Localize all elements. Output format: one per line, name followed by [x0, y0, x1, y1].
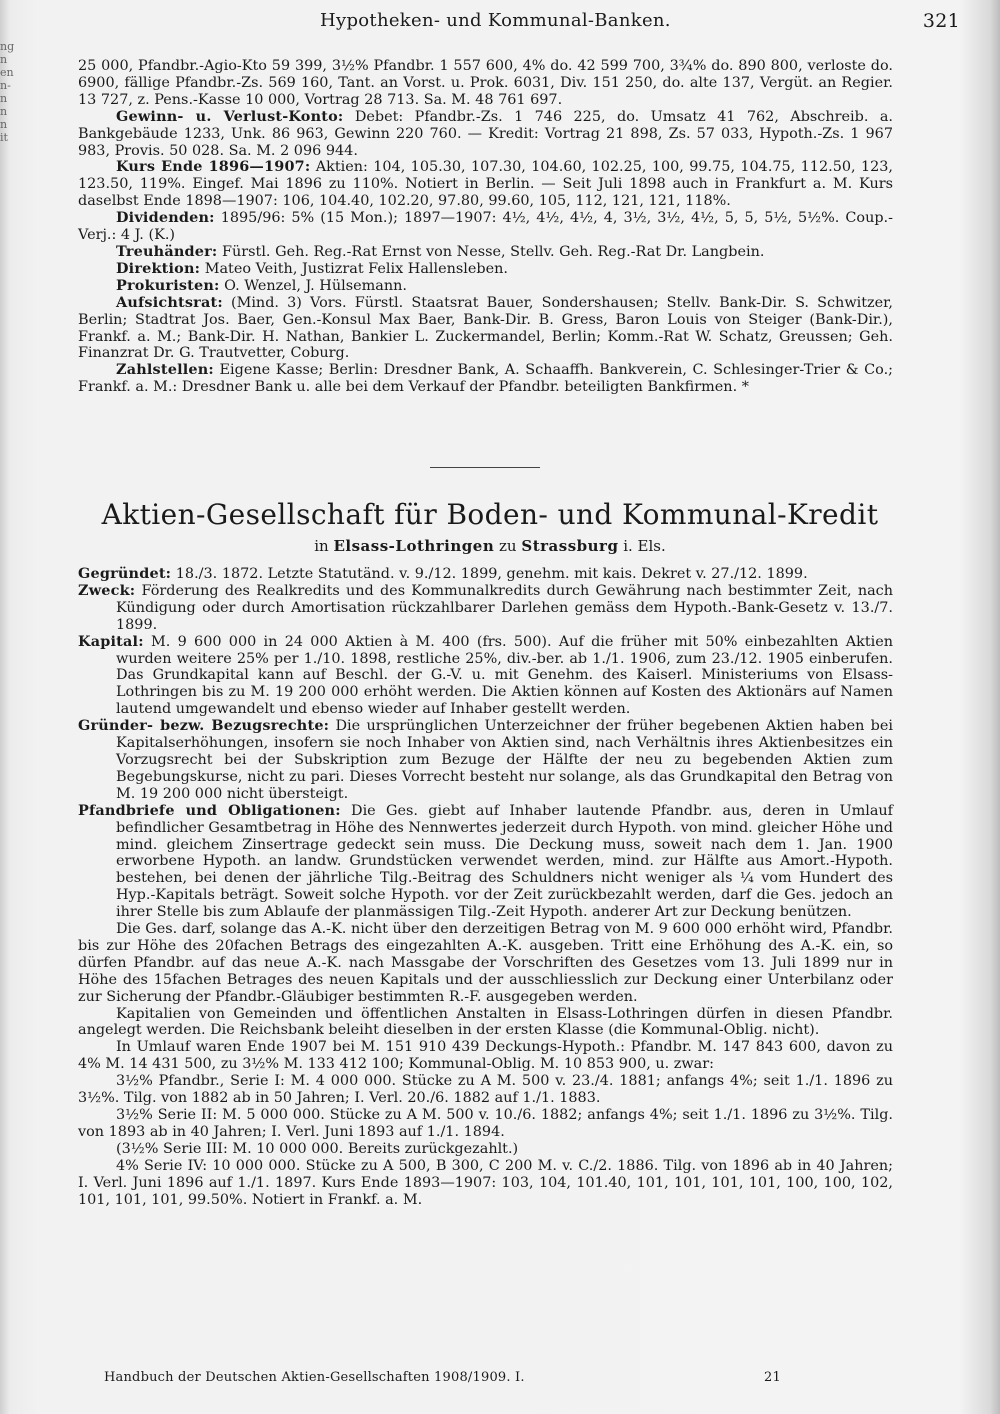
gewinn-paragraph — [78, 109, 893, 160]
umlauf-paragraph: In Umlauf waren Ende 1907 bei M. 151 910 439 Deckungs-Hypoth.: Pfandbr. M. 147 843 600, davon zu 4% M. 14 431 500, zu 3½% M. 133 412 100; Kommunal-Oblig. M. 10 853 900, u. zwar: — [78, 1039, 893, 1073]
company-entry — [78, 566, 893, 1208]
gewinn-label: Gewinn- u. Verlust-Konto: — [116, 107, 344, 125]
kapital-label: Kapital: — [78, 632, 144, 650]
pfandbriefe-paragraph-2: Die Ges. darf, solange das A.-K. nicht über den derzeitigen Betrag von M. 9 600 000 erhöht wird, Pfandbr. bis zur Höhe des 20fachen Betrags des eingezahlten A.-K. ausgeben. Tritt eine Erhöhung des A.-K. ein, so dürfen Pfandbr. auf das neue A.-K. nach Massgabe der Vorschriften des Gesetzes vom 13. Juli 1899 nur in Höhe des 15fachen Betrages des neuen Kapitals und der ausschliesslich zur Deckung einer Unterbilanz oder zur Sicherung der Pfandbr.-Gläubiger bestimmten R.-F. ausgegeben werden. — [78, 921, 893, 1005]
pfandbriefe-paragraph — [78, 803, 893, 921]
prokuristen-label: Prokuristen: — [116, 276, 220, 294]
location-region: Elsass-Lothringen — [333, 537, 495, 555]
zweck-label: Zweck: — [78, 581, 136, 599]
page-footer — [104, 1370, 904, 1385]
aufsichtsrat-label: Aufsichtsrat: — [116, 293, 223, 311]
dividenden-text: 1895/96: 5% (15 Mon.); 1897—1907: 4½, 4½, 4½, 4, 3½, 3½, 4½, 5, 5, 5½, 5½%. Coup.-Verj.: 4 J. (K.) — [78, 210, 893, 244]
direktion-text: Mateo Veith, Justizrat Felix Hallensleben. — [204, 260, 508, 277]
location-mid: zu — [499, 537, 517, 555]
dividenden-paragraph — [78, 210, 893, 244]
treuhaender-paragraph — [78, 244, 893, 261]
prokuristen-paragraph — [78, 278, 893, 295]
previous-entry — [78, 58, 893, 396]
gruender-label: Gründer- bezw. Bezugsrechte: — [78, 717, 330, 735]
company-location — [0, 537, 980, 555]
serie-1-paragraph: 3½% Pfandbr., Serie I: M. 4 000 000. Stücke zu A M. 500 v. 23./4. 1881; anfangs 4%; seit 1./1. 1896 zu 3½%. Tilg. von 1882 ab in 50 Jahren; I. Verl. 20./6. 1882 auf 1./1. 1883. — [78, 1073, 893, 1107]
location-city: Strassburg — [521, 537, 619, 555]
zahlstellen-paragraph — [78, 362, 893, 396]
running-header — [70, 10, 960, 36]
margin-fragment: n — [0, 105, 8, 118]
serie-3-paragraph: (3½% Serie III: M. 10 000 000. Bereits zurückgezahlt.) — [116, 1140, 519, 1157]
pfandbriefe-text: Die Ges. giebt auf Inhaber lautende Pfandbr. aus, deren in Umlauf befindlicher Gesamtbetrag in Höhe des Nennwertes jederzeit durch Hypoth. von mind. gleicher Höhe und mind. gleichem Zinsertrage gedeckt sein muss. Die Deckung muss, soweit nach dem 1. Jan. 1900 erworbene Hypoth. an landw. Grundstücken verwendet werden, mind. zur Hälfte aus Amort.-Hypoth. bestehen, bei denen der jährliche Tilg.-Beitrag des Schuldners nicht weniger als ¼ vom Hundert des Hyp.-Kapitals beträgt. Soweit solche Hypoth. vor der Zeit zurückbezahlt werden, darf die Ges. jedoch an ihrer Stelle bis zum Ablaufe der planmässigen Tilg.-Zeit Hypoth. anderer Art zur Deckung benützen. — [116, 802, 893, 921]
kurs-paragraph — [78, 159, 893, 210]
signature-number: 21 — [764, 1370, 781, 1385]
gegruendet-paragraph — [78, 566, 893, 583]
company-title: Aktien-Gesellschaft für Boden- und Kommunal-Kredit — [101, 498, 879, 531]
margin-fragment: n — [0, 92, 8, 105]
pfandbriefe-label: Pfandbriefe und Obligationen: — [78, 801, 341, 819]
gruender-text: Die ursprünglichen Unterzeichner der früher begebenen Aktien haben bei Kapitalserhöhungen, insofern sie noch Inhaber von Aktien sind, nach Verhältnis ihres Aktienbesitzes ein Vorzugsrecht bei der Subskription zum Bezuge der Hälfte der neu zu begebenden Aktien zum Begebungskurse, nicht zu pari. Dieses Vorrecht besteht nur solange, als das Grundkapital den Betrag von M. 19 200 000 nicht übersteigt. — [116, 718, 893, 802]
gegruendet-text: 18./3. 1872. Letzte Statutänd. v. 9./12. 1899, genehm. mit kais. Dekret v. 27./12. 1899. — [175, 566, 808, 582]
gegruendet-label: Gegründet: — [78, 565, 172, 582]
aufsichtsrat-text: (Mind. 3) Vors. Fürstl. Staatsrat Bauer, Sondershausen; Stellv. Bank-Dir. S. Schwitzer, Berlin; Stadtrat Jos. Baer, Gen.-Konsul Max Baer, Bank-Dir. B. Gress, Baron Louis von Steiger (Bank-Dir.), Frankf. a. M.; Bank-Dir. H. Nathan, Bankier L. Zuckermandel, Berlin; Komm.-Rat W. Schatz, Greussen; Geh. Finanzrat Dr. G. Trautvetter, Coburg. — [78, 294, 893, 362]
kapital-paragraph — [78, 634, 893, 719]
header-title: Hypotheken- und Kommunal-Banken. — [320, 10, 671, 31]
treuhaender-text: Fürstl. Geh. Reg.-Rat Ernst von Nesse, Stellv. Geh. Reg.-Rat Dr. Langbein. — [222, 243, 765, 260]
kapital-text: M. 9 600 000 in 24 000 Aktien à M. 400 (frs. 500). Auf die früher mit 50% einbezahlten Aktien wurden weitere 25% per 1./10. 1898, restliche 25%, div.-ber. ab 1./1. 1906, zum 23./12. 1905 einberufen. Das Grundkapital kann auf Beschl. der G.-V. u. mit Genehm. des Kaiserl. Ministeriums von Elsass-Lothringen bis zu M. 19 200 000 erhöht werden. Die Aktien können auf Kosten des Aktionärs auf Namen lautend umgewandelt und ebenso wieder auf Inhaber gestellt werden. — [116, 633, 893, 718]
margin-fragments — [0, 40, 22, 240]
page-number: 321 — [922, 10, 960, 32]
aufsichtsrat-paragraph — [78, 295, 893, 363]
prokuristen-text: O. Wenzel, J. Hülsemann. — [224, 277, 407, 294]
direktion-paragraph — [78, 261, 893, 278]
location-pre: in — [314, 537, 329, 555]
zahlstellen-text: Eigene Kasse; Berlin: Dresdner Bank, A. Schaaffh. Bankverein, C. Schlesinger-Trier & Co.; Frankf. a. M.: Dresdner Bank u. alle bei dem Verkauf der Pfandbr. beteiligten Bankfirmen. * — [78, 362, 893, 396]
margin-fragment: ng — [0, 40, 15, 53]
balance-continuation: 25 000, Pfandbr.-Agio-Kto 59 399, 3½% Pfandbr. 1 557 600, 4% do. 42 599 700, 3¾% do. 890 800, verloste do. 6900, fällige Pfandbr.-Zs. 569 160, Tant. an Vorst. u. Prok. 6031, Div. 151 250, do. alte 137, Vergüt. an Regier. 13 727, z. Pens.-Kasse 10 000, Vortrag 28 713. Sa. M. 48 761 697. — [78, 58, 893, 108]
section-divider — [430, 467, 540, 468]
treuhaender-label: Treuhänder: — [116, 242, 218, 260]
margin-fragment: n — [0, 53, 8, 66]
serie-2-paragraph: 3½% Serie II: M. 5 000 000. Stücke zu A M. 500 v. 10./6. 1882; anfangs 4%; seit 1./1. 1896 zu 3½%. Tilg. von 1893 ab in 40 Jahren; I. Verl. Juni 1893 auf 1./1. 1894. — [78, 1107, 893, 1140]
margin-fragment: n- — [0, 79, 11, 92]
gewinn-text: Debet: Pfandbr.-Zs. 1 746 225, do. Umsatz 41 762, Abschreib. a. Bankgebäude 1233, Unk. 86 963, Gewinn 220 760. — Kredit: Vortrag 21 898, Zs. 57 033, Hypoth.-Zs. 1 967 983, Provis. 50 028. Sa. M. 2 096 944. — [78, 108, 893, 159]
zahlstellen-label: Zahlstellen: — [116, 361, 214, 379]
serie-4-paragraph: 4% Serie IV: 10 000 000. Stücke zu A 500, B 300, C 200 M. v. C./2. 1886. Tilg. von 1896 ab in 40 Jahren; I. Verl. Juni 1896 auf 1./1. 1897. Kurs Ende 1893—1907: 103, 104, 101.40, 101, 101, 101, 101, 100, 100, 102, 101, 101, 101, 99.50%. Notiert in Frankf. a. M. — [78, 1157, 893, 1208]
margin-fragment: n — [0, 118, 8, 131]
gruender-paragraph — [78, 718, 893, 803]
direktion-label: Direktion: — [116, 259, 201, 277]
zweck-paragraph — [78, 583, 893, 634]
pfandbriefe-paragraph-3: Kapitalien von Gemeinden und öffentlichen Anstalten in Elsass-Lothringen dürfen in diesen Pfandbr. angelegt werden. Die Reichsbank beleiht dieselben in der ersten Klasse (die Kommunal-Oblig. nicht). — [78, 1005, 893, 1039]
margin-fragment: it — [0, 131, 8, 144]
zweck-text: Förderung des Realkredits und des Kommunalkredits durch Gewährung nach bestimmter Zeit, nach Kündigung oder durch Amortisation rückzahlbarer Darlehen gemäss dem Hypoth.-Bank-Gesetz v. 13./7. 1899. — [116, 582, 893, 633]
kurs-label: Kurs Ende 1896—1907: — [116, 158, 311, 176]
footer-title: Handbuch der Deutschen Aktien-Gesellschaften 1908/1909. I. — [104, 1370, 525, 1385]
dividenden-label: Dividenden: — [116, 209, 215, 227]
margin-fragment: en — [0, 66, 14, 79]
kurs-text: Aktien: 104, 105.30, 107.30, 104.60, 102.25, 100, 99.75, 104.75, 112.50, 123, 123.50, 119%. Eingef. Mai 1896 zu 110%. Notiert in Berlin. — Seit Juli 1898 auch in Frankfurt a. M. Kurs daselbst Ende 1898—1907: 106, 104.40, 102.20, 97.80, 99.60, 105, 112, 121, 121, 118%. — [78, 159, 893, 210]
location-post: i. Els. — [623, 537, 666, 555]
